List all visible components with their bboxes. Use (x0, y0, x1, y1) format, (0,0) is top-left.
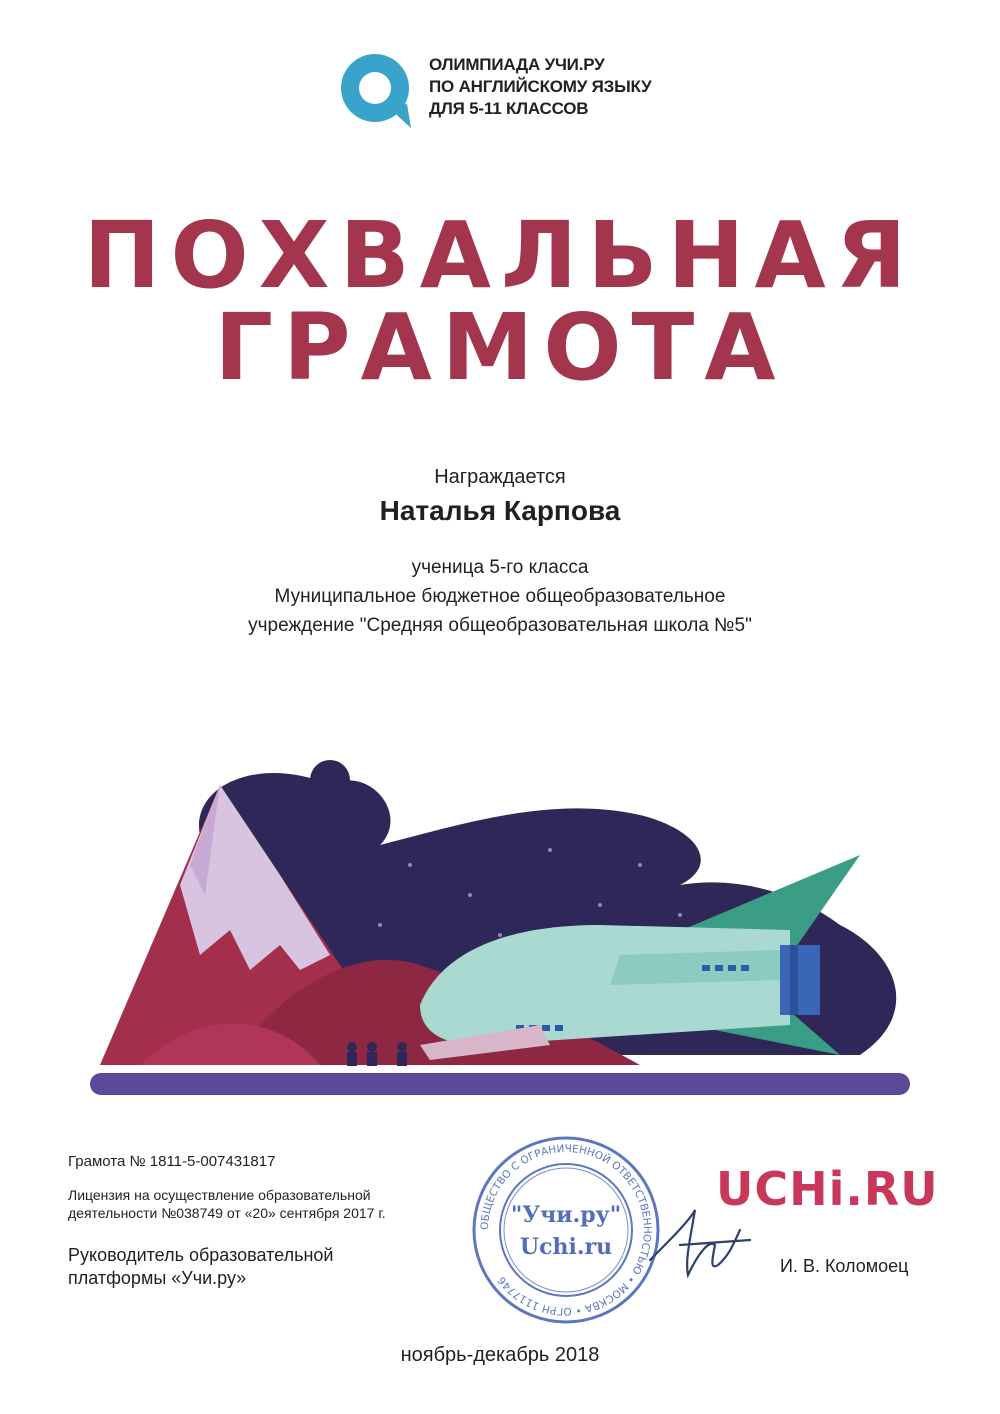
recipient-name: Наталья Карпова (379, 495, 621, 526)
head-title (68, 1244, 428, 1290)
head-title-line-2: платформы «Учи.ру» (68, 1268, 247, 1288)
spaceship-engine (780, 945, 820, 1015)
space-landscape-illustration (80, 755, 920, 1100)
title-line-1: ПОХВАЛЬНАЯ (83, 202, 917, 309)
license-line-1: Лицензия на осуществление образовательной (68, 1187, 371, 1203)
olympiad-logo (337, 50, 677, 130)
stamp-center-line-1: "Учи.ру" (510, 1202, 622, 1228)
logo-line-3: ДЛЯ 5-11 КЛАССОВ (429, 99, 589, 118)
license-info (68, 1186, 428, 1222)
school-line-2: учреждение "Средняя общеобразовательная школа №5" (248, 615, 752, 636)
stamp-ring-text: ОБЩЕСТВО С ОГРАНИЧЕННОЙ ОТВЕТСТВЕННОСТЬЮ • МОСКВА • ОГРН 1117746 (478, 1142, 654, 1318)
logo-line-1: ОЛИМПИАДА УЧИ.РУ (429, 55, 605, 74)
license-line-2: деятельности №038749 от «20» сентября 2017 г. (68, 1205, 386, 1221)
speech-bubble-q-icon (337, 50, 417, 130)
ground-strip (90, 1073, 910, 1095)
recipient-grade: ученица 5-го класса (411, 557, 589, 578)
title-line-2: ГРАМОТА (214, 294, 786, 401)
award-lead: Награждается (434, 466, 566, 488)
logo-line-2: ПО АНГЛИЙСКОМУ ЯЗЫКУ (429, 77, 652, 96)
stamp-center-line-2: Uchi.ru (519, 1234, 613, 1260)
issue-date: ноябрь-декабрь 2018 (400, 1344, 600, 1366)
logo-text (429, 54, 689, 120)
certificate-number: Грамота № 1811-5-007431817 (68, 1153, 276, 1170)
official-stamp (466, 1130, 666, 1330)
brand-logo: UCHi.RU (716, 1162, 939, 1216)
head-title-line-1: Руководитель образовательной (68, 1245, 334, 1265)
signer-name: И. В. Коломоец (780, 1256, 909, 1276)
svg-text:ОБЩЕСТВО С ОГРАНИЧЕННОЙ ОТВЕТС (479, 1143, 653, 1317)
certificate-title (0, 202, 1000, 401)
award-block (0, 466, 1000, 640)
school-line-1: Муниципальное бюджетное общеобразовательное (274, 586, 726, 607)
